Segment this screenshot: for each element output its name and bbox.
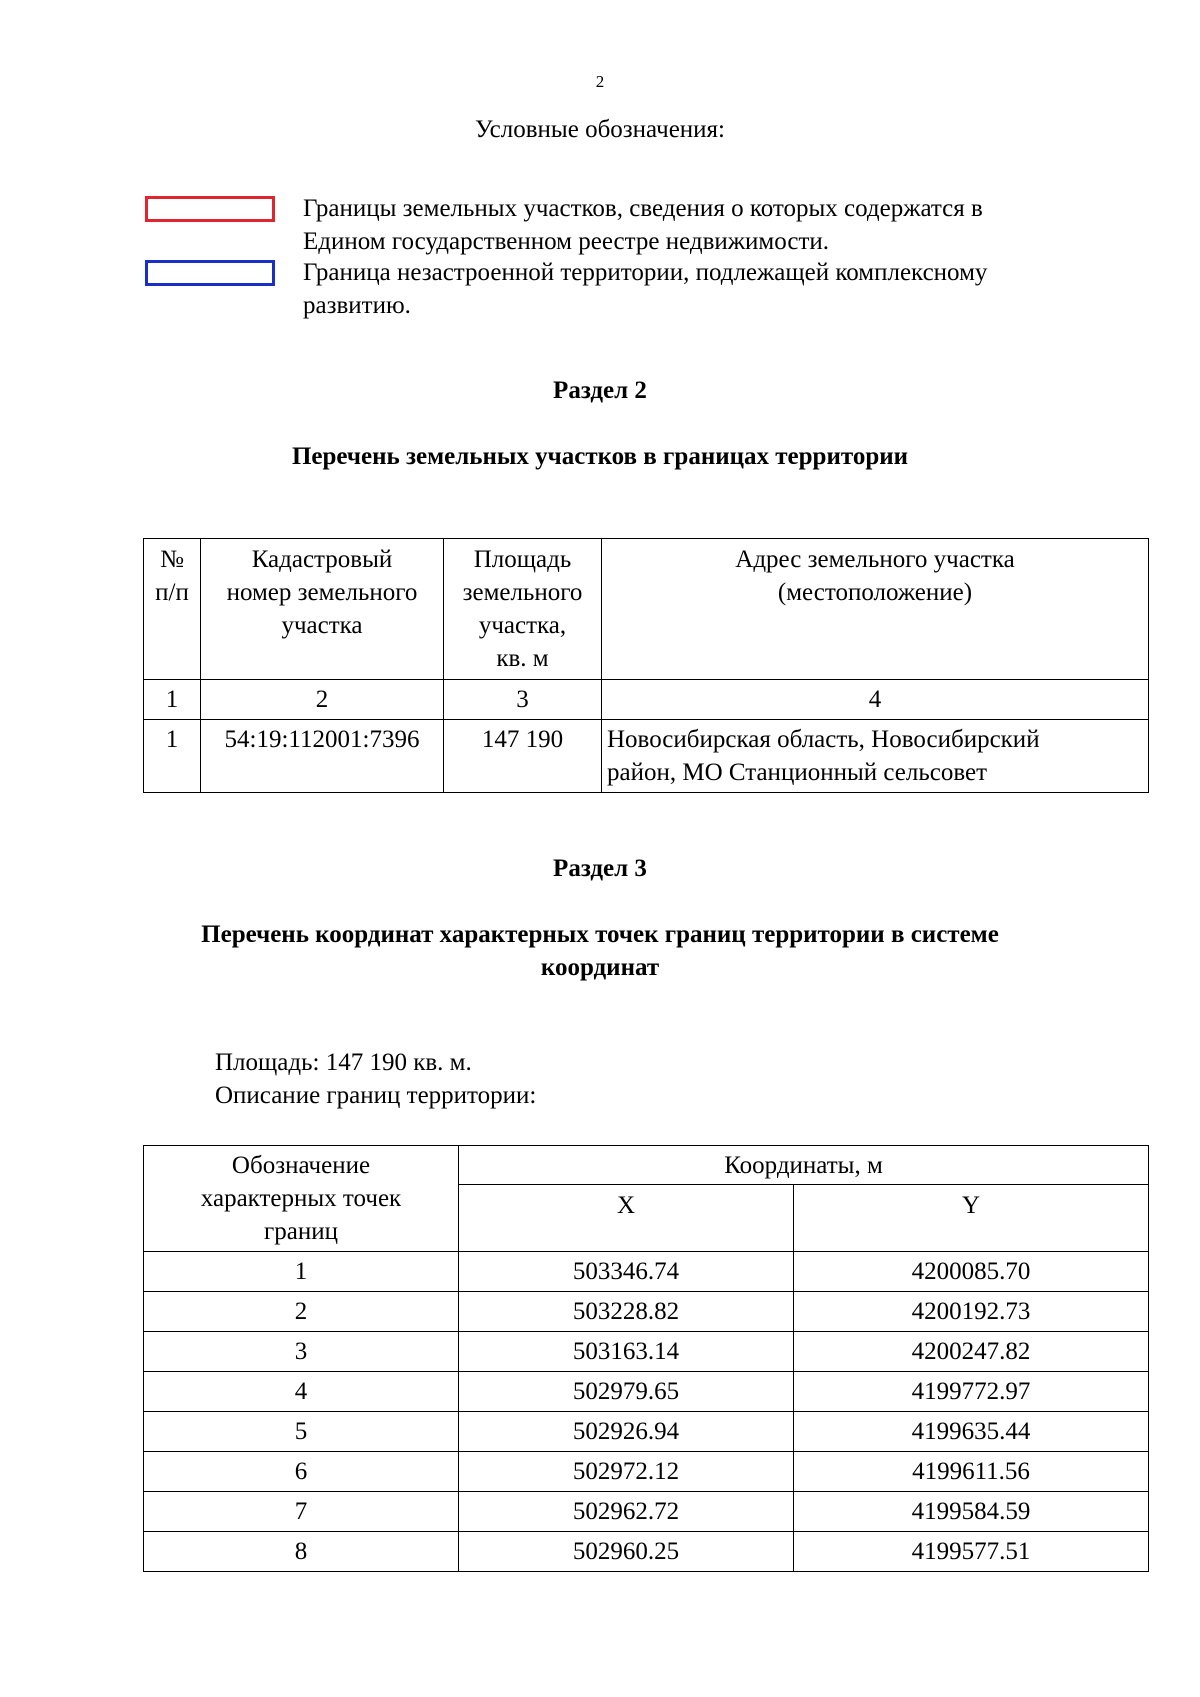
table-row: 7 502962.72 4199584.59 [144, 1492, 1149, 1532]
land-plots-table [143, 538, 1149, 793]
table-header-row [144, 539, 1149, 680]
section2-heading: Раздел 2 [553, 377, 647, 404]
header-area: Площадь земельного участка, кв. м [444, 539, 602, 680]
section3-subheading: Перечень координат характерных точек границ территории в системе координат [201, 921, 999, 981]
section2-subheading: Перечень земельных участков в границах территории [291, 443, 909, 470]
address-cell: Новосибирская область, Новосибирский район, МО Станционный сельсовет [602, 720, 1149, 793]
section3-heading: Раздел 3 [553, 855, 647, 882]
area-line: Площадь: 147 190 кв. м. [215, 1049, 472, 1076]
legend-text-territory-boundary: Граница незастроенной территории, подлежащей комплексному развитию. [303, 259, 988, 319]
table-row: 3 503163.14 4200247.82 [144, 1332, 1149, 1372]
table-row: 5 502926.94 4199635.44 [144, 1412, 1149, 1452]
header-x: X [459, 1185, 794, 1252]
legend-text-land-plots: Границы земельных участков, сведения о которых содержатся в Едином государственном реестре недвижимости. [303, 195, 983, 255]
header-cadastral: Кадастровый номер земельного участка [201, 539, 444, 680]
header-coordinates: Координаты, м [459, 1146, 1149, 1185]
header-y: Y [794, 1185, 1149, 1252]
table-row: 1 503346.74 4200085.70 [144, 1252, 1149, 1292]
table-row: 6 502972.12 4199611.56 [144, 1452, 1149, 1492]
table-row: 4 502979.65 4199772.97 [144, 1372, 1149, 1412]
header-points: Обозначение характерных точек границ [144, 1146, 459, 1252]
table-numbering-row: 1 2 3 4 [144, 680, 1149, 720]
header-number: № п/п [144, 539, 201, 680]
legend-swatch-blue [145, 260, 275, 286]
coordinates-table [143, 1145, 1149, 1572]
table-row: 1 54:19:112001:7396 147 190 Новосибирская область, Новосибирский район, МО Станционный сельсовет [144, 720, 1149, 793]
legend-title: Условные обозначения: [474, 116, 726, 143]
legend-swatch-red [145, 196, 275, 222]
table-row: 8 502960.25 4199577.51 [144, 1532, 1149, 1572]
table-header-row [144, 1146, 1149, 1185]
description-line: Описание границ территории: [215, 1082, 537, 1109]
header-address: Адрес земельного участка (местоположение) [602, 539, 1149, 680]
page-number: 2 [595, 72, 605, 91]
table-row: 2 503228.82 4200192.73 [144, 1292, 1149, 1332]
